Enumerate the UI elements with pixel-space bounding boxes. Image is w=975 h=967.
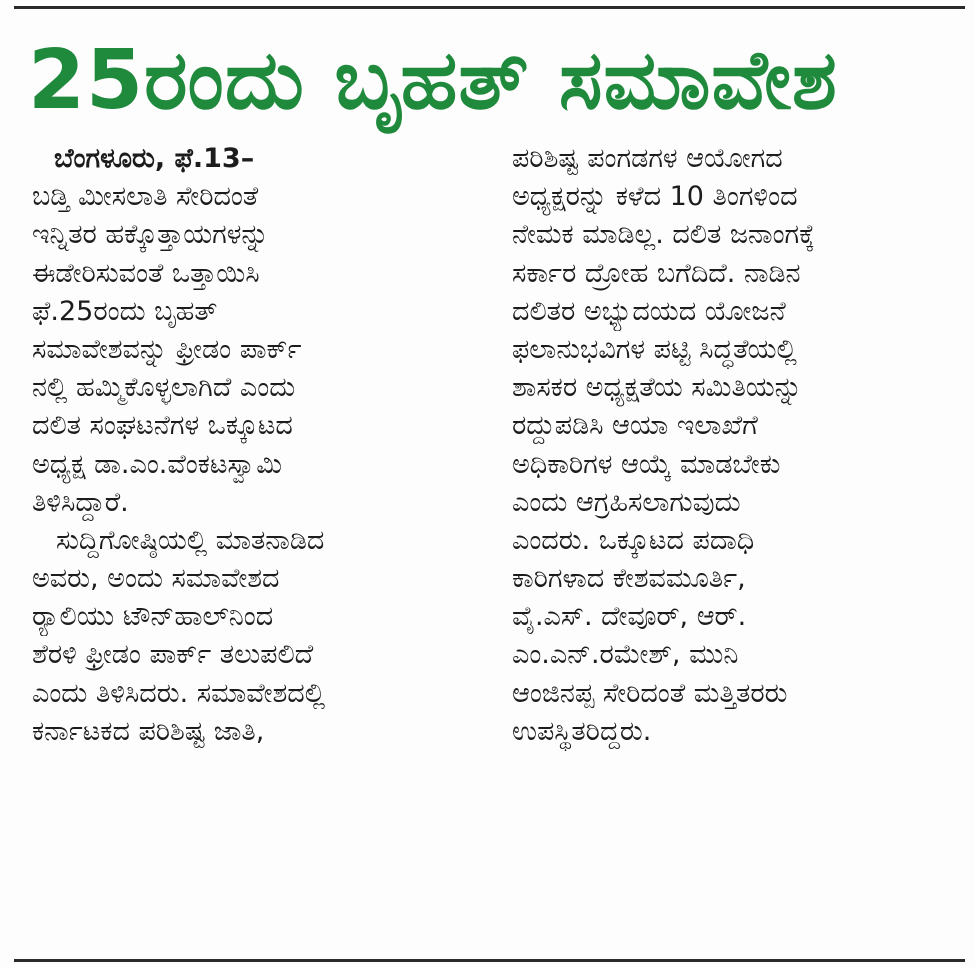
body-line: ಶಾಸಕರ ಅಧ್ಯಕ್ಷತೆಯ ಸಮಿತಿಯನ್ನು: [512, 372, 802, 404]
body-line: ಉಪಸ್ಥಿತರಿದ್ದರು.: [512, 715, 652, 747]
body-line: ದಲಿತ ಸಂಘಟನೆಗಳ ಒಕ್ಕೂಟದ: [32, 410, 293, 442]
body-line: ದಲಿತರ ಅಭ್ಯುದಯದ ಯೋಜನೆ: [512, 295, 786, 327]
body-line: ಅಧಿಕಾರಿಗಳ ಆಯ್ಕೆ ಮಾಡಬೇಕು: [512, 448, 781, 480]
body-line: ರ‍್ಯಾಲಿಯು ಟೌನ್‌ಹಾಲ್‌ನಿಂದ: [32, 601, 274, 633]
body-line: ಸರ್ಕಾರ ದ್ರೋಹ ಬಗೆದಿದೆ. ನಾಡಿನ: [512, 257, 801, 289]
body-line: ಸಮಾವೇಶವನ್ನು ಫ್ರೀಡಂ ಪಾರ್ಕ್‌: [32, 333, 302, 365]
body-line: ಫಲಾನುಭವಿಗಳ ಪಟ್ಟಿ ಸಿದ್ಧತೆಯಲ್ಲಿ: [512, 333, 797, 365]
dateline: ಬೆಂಗಳೂರು, ಫೆ.13–: [54, 143, 255, 174]
body-line: ಅಧ್ಯಕ್ಷ ಡಾ.ಎಂ.ವೆಂಕಟಸ್ವಾಮಿ: [32, 448, 283, 480]
paragraph-start-line: ಸುದ್ದಿಗೋಷ್ಠಿಯಲ್ಲಿ ಮಾತನಾಡಿದ: [56, 524, 325, 556]
body-line: ಇನ್ನಿತರ ಹಕ್ಕೊತ್ತಾಯಗಳನ್ನು: [32, 219, 269, 251]
body-line: ಎಂದು ತಿಳಿಸಿದರು. ಸಮಾವೇಶದಲ್ಲಿ: [32, 677, 326, 709]
body-line: ಆಂಜಿನಪ್ಪ ಸೇರಿದಂತೆ ಮತ್ತಿತರರು: [512, 677, 788, 709]
right-column: [512, 140, 962, 751]
body-line: ನಲ್ಲಿ ಹಮ್ಮಿಕೊಳ್ಳಲಾಗಿದೆ ಎಂದು: [32, 372, 296, 404]
body-line: ರದ್ದುಪಡಿಸಿ ಆಯಾ ಇಲಾಖೆಗೆ: [512, 410, 758, 442]
body-line: ಕಾರಿಗಳಾದ ಕೇಶವಮೂರ್ತಿ,: [512, 563, 746, 595]
body-line: ಅಧ್ಯಕ್ಷರನ್ನು ಕಳೆದ 10 ತಿಂಗಳಿಂದ: [512, 181, 798, 213]
headline: 25ರಂದು ಬೃಹತ್ ಸಮಾವೇಶ: [28, 33, 838, 128]
body-line: ಪರಿಶಿಷ್ಟ ಪಂಗಡಗಳ ಆಯೋಗದ: [512, 143, 783, 174]
body-line: ಶೆರಳಿ ಫ್ರೀಡಂ ಪಾರ್ಕ್ ತಲುಪಲಿದೆ: [32, 639, 314, 671]
body-line: ಫೆ.25ರಂದು ಬೃಹತ್: [32, 295, 218, 327]
body-line: ಎಂದರು. ಒಕ್ಕೂಟದ ಪದಾಧಿ: [512, 524, 755, 556]
body-line: ಎಂ.ಎನ್.ರಮೇಶ್, ಮುನಿ: [512, 639, 739, 671]
body-line: ಅವರು, ಅಂದು ಸಮಾವೇಶದ: [32, 563, 280, 595]
top-rule: [14, 6, 965, 9]
body-line: ಎಂದು ಆಗ್ರಹಿಸಲಾಗುವುದು: [512, 486, 741, 518]
body-line: ತಿಳಿಸಿದ್ದಾರೆ.: [32, 486, 129, 518]
body-line: ಕರ್ನಾಟಕದ ಪರಿಶಿಷ್ಟ ಜಾತಿ,: [32, 715, 265, 747]
body-line: ನೇಮಕ ಮಾಡಿಲ್ಲ. ದಲಿತ ಜನಾಂಗಕ್ಕೆ: [512, 219, 815, 251]
body-line: ವೈ.ಎಸ್. ದೇವೂರ್, ಆರ್.: [512, 601, 747, 633]
body-line: ಬಡ್ತಿ ಮೀಸಲಾತಿ ಸೇರಿದಂತೆ: [32, 181, 259, 213]
body-line: ಈಡೇರಿಸುವಂತೆ ಒತ್ತಾಯಿಸಿ: [32, 257, 260, 289]
left-column: [32, 140, 480, 751]
bottom-rule: [14, 959, 965, 962]
